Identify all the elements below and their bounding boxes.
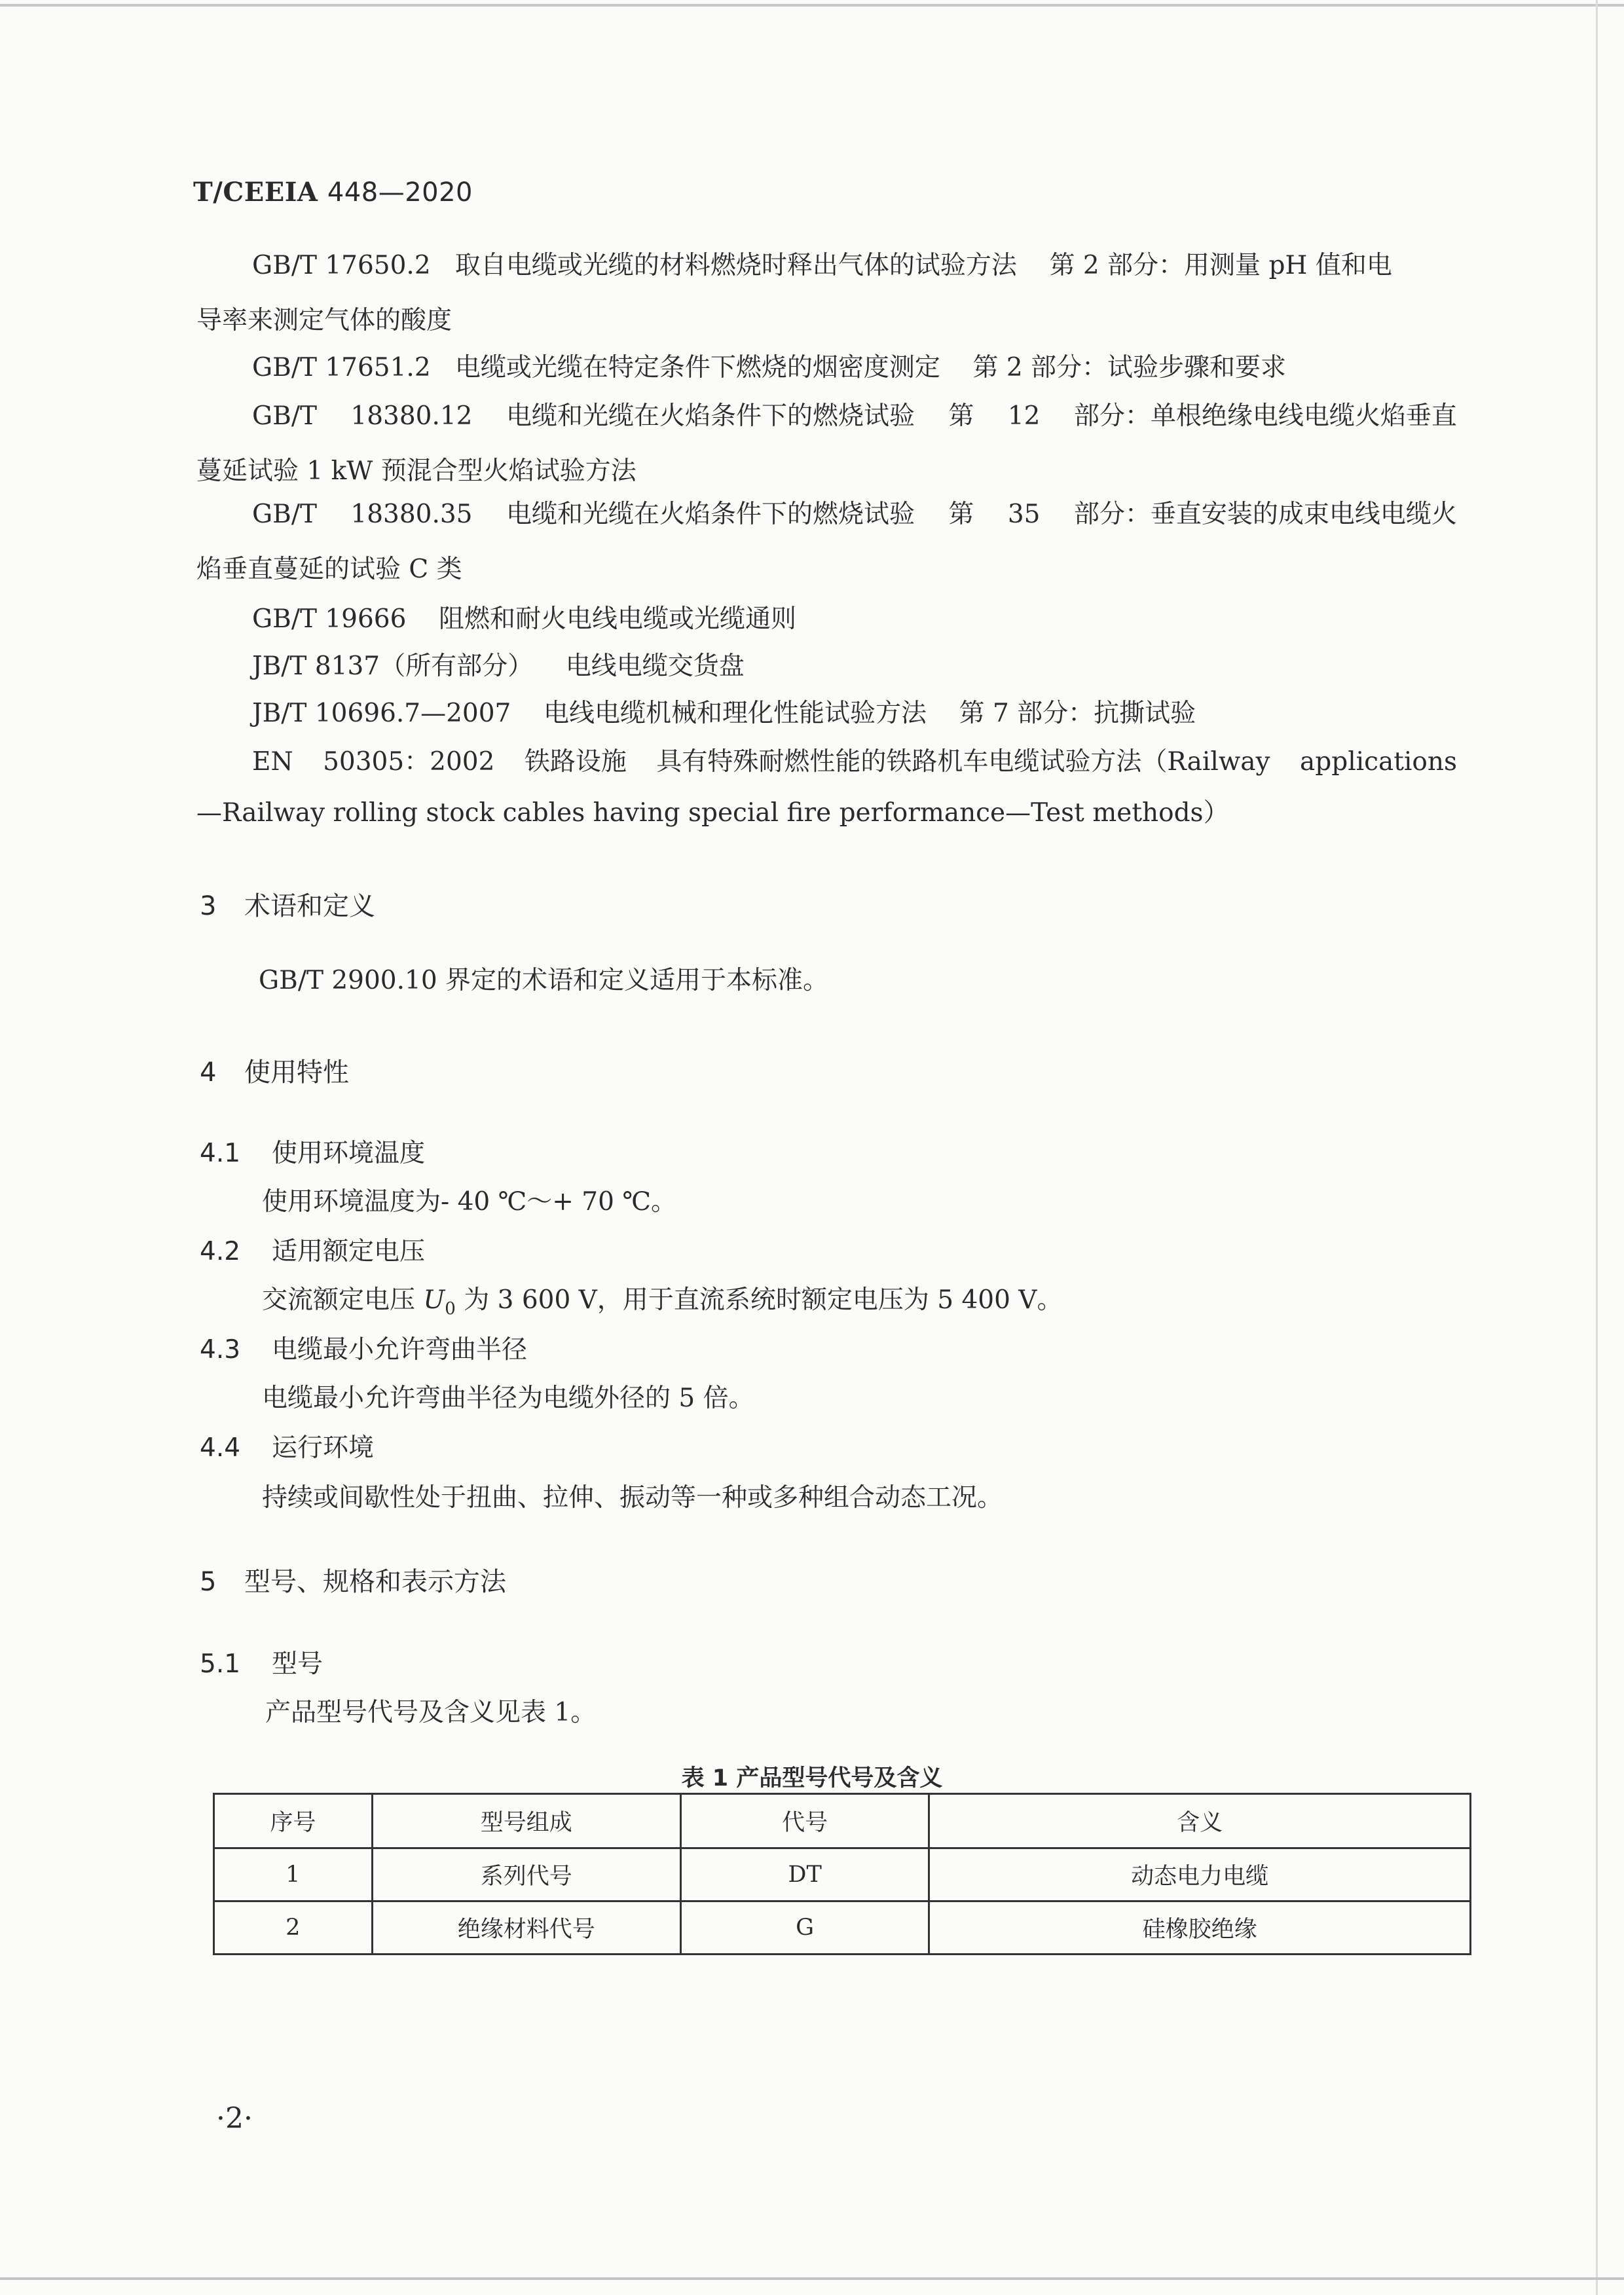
ref-code: GB/T 17650.2 [252, 251, 431, 280]
ref-line [252, 749, 1457, 775]
subsection-heading [200, 1427, 374, 1464]
ref-part: 第 [948, 500, 974, 529]
ref-code: EN [252, 747, 293, 777]
subsection-title: 运行环境 [272, 1433, 375, 1463]
scan-edge-top [0, 4, 1624, 7]
section-heading [200, 885, 375, 923]
ref-title: 电线电缆交货盘 [565, 652, 745, 681]
subsection-number: 4.3 [200, 1335, 241, 1365]
ref-title: 电缆和光缆在火焰条件下的燃烧试验 [506, 401, 915, 431]
ref-continuation: 蔓延试验 1 kW 预混合型火焰试验方法 [196, 456, 637, 486]
ref-title: 电线电缆机械和理化性能试验方法 [543, 699, 927, 728]
page-number: ·2· [216, 2102, 253, 2135]
subsection-title: 型号 [272, 1649, 323, 1679]
table-cell: 绝缘材料代号 [372, 1901, 680, 1955]
table-cell: 1 [214, 1848, 373, 1901]
ref-continuation: 焰垂直蔓延的试验 C 类 [196, 555, 462, 584]
voltage-symbol: U [423, 1285, 445, 1315]
text-part: 为 3 600 V，用于直流系统时额定电压为 5 400 V。 [455, 1285, 1063, 1315]
table-header-cell: 含义 [929, 1794, 1471, 1848]
ref-continuation: 导率来测定气体的酸度 [196, 306, 452, 335]
ref-code: JB/T 10696.7—2007 [252, 699, 511, 728]
ref-line [252, 606, 796, 632]
subsection-text [262, 1279, 1062, 1319]
header-number: 448—2020 [327, 177, 473, 208]
section-number: 3 [200, 891, 217, 921]
section-text: GB/T 2900.10 界定的术语和定义适用于本标准。 [259, 966, 829, 995]
table-header-cell: 序号 [214, 1794, 373, 1848]
table-header-cell: 代号 [680, 1794, 929, 1848]
section-title: 型号、规格和表示方法 [244, 1567, 506, 1597]
section-title: 术语和定义 [244, 891, 375, 921]
subsection-text: 持续或间歇性处于扭曲、拉伸、振动等一种或多种组合动态工况。 [262, 1483, 1003, 1513]
subsection-heading [200, 1329, 527, 1366]
table-row [214, 1848, 1471, 1901]
subsection-heading [200, 1133, 425, 1169]
standard-header [193, 177, 473, 208]
subsection-heading [200, 1643, 323, 1680]
ref-part: 第 2 部分：用测量 pH 值和电 [1049, 251, 1392, 280]
ref-part: 12 [1007, 401, 1041, 431]
ref-part: 35 [1007, 500, 1041, 529]
ref-part: 第 7 部分：抗撕试验 [959, 699, 1196, 728]
subsection-text: 使用环境温度为- 40 ℃～+ 70 ℃。 [262, 1187, 676, 1217]
section-title: 使用特性 [244, 1057, 349, 1088]
table-row [214, 1901, 1471, 1955]
ref-line [252, 502, 1457, 527]
section-heading [200, 1561, 506, 1598]
ref-code: GB/T [252, 401, 317, 431]
subsection-heading [200, 1231, 425, 1268]
table-cell: G [680, 1901, 929, 1955]
ref-title: 电缆和光缆在火焰条件下的燃烧试验 [506, 500, 915, 529]
ref-line [252, 355, 1286, 380]
subsection-title: 使用环境温度 [272, 1139, 426, 1168]
ref-title: 阻燃和耐火电线电缆或光缆通则 [439, 604, 797, 634]
ref-code: JB/T 8137（所有部分） [252, 652, 534, 681]
ref-title: 电缆或光缆在特定条件下燃烧的烟密度测定 [454, 353, 940, 382]
subsection-title: 适用额定电压 [272, 1237, 426, 1266]
ref-title: 取自电缆或光缆的材料燃烧时释出气体的试验方法 [454, 251, 1017, 280]
ref-part: 部分：单根绝缘电线电缆火焰垂直 [1073, 401, 1457, 431]
subsection-text: 电缆最小允许弯曲半径为电缆外径的 5 倍。 [262, 1384, 754, 1413]
subsection-number: 4.4 [200, 1433, 241, 1463]
ref-code: GB/T [252, 500, 317, 529]
subsection-number: 4.1 [200, 1139, 241, 1168]
ref-part: 第 [948, 401, 974, 431]
model-code-table [213, 1793, 1471, 1955]
subsection-number: 5.1 [200, 1649, 241, 1679]
table-header-row [214, 1794, 1471, 1848]
ref-title: 铁路设施 [524, 747, 627, 777]
ref-part: 部分：垂直安装的成束电线电缆火 [1073, 500, 1457, 529]
scan-edge-bottom [0, 2277, 1624, 2280]
table-cell: DT [680, 1848, 929, 1901]
ref-code: GB/T 17651.2 [252, 353, 431, 382]
ref-line [252, 253, 1457, 278]
ref-code: 50305：2002 [323, 747, 495, 777]
subsection-title: 电缆最小允许弯曲半径 [272, 1335, 528, 1365]
table-cell: 动态电力电缆 [929, 1848, 1471, 1901]
subsection-number: 4.2 [200, 1237, 241, 1266]
ref-line [252, 403, 1457, 429]
section-number: 5 [200, 1567, 217, 1597]
table-header-cell: 型号组成 [372, 1794, 680, 1848]
table-cell: 硅橡胶绝缘 [929, 1901, 1471, 1955]
subsection-text: 产品型号代号及含义见表 1。 [265, 1698, 597, 1727]
ref-title: 具有特殊耐燃性能的铁路机车电缆试验方法（Railway [656, 747, 1270, 777]
ref-continuation: —Railway rolling stock cables having special fire performance—Test methods） [196, 798, 1229, 828]
ref-code: 18380.12 [350, 401, 473, 431]
ref-code: 18380.35 [350, 500, 473, 529]
section-number: 4 [200, 1057, 217, 1088]
ref-title: applications [1300, 747, 1457, 777]
voltage-subscript: 0 [445, 1298, 456, 1319]
scan-edge-right [1596, 0, 1598, 2295]
text-part: 交流额定电压 [262, 1285, 424, 1315]
ref-code: GB/T 19666 [252, 604, 407, 634]
table-cell: 系列代号 [372, 1848, 680, 1901]
ref-part: 第 2 部分：试验步骤和要求 [972, 353, 1287, 382]
table-caption: 表 1 产品型号代号及含义 [681, 1765, 943, 1791]
ref-line [252, 701, 1196, 726]
table-cell: 2 [214, 1901, 373, 1955]
ref-line [252, 653, 745, 679]
section-heading [200, 1052, 349, 1089]
header-prefix: T/CEEIA [193, 177, 327, 208]
